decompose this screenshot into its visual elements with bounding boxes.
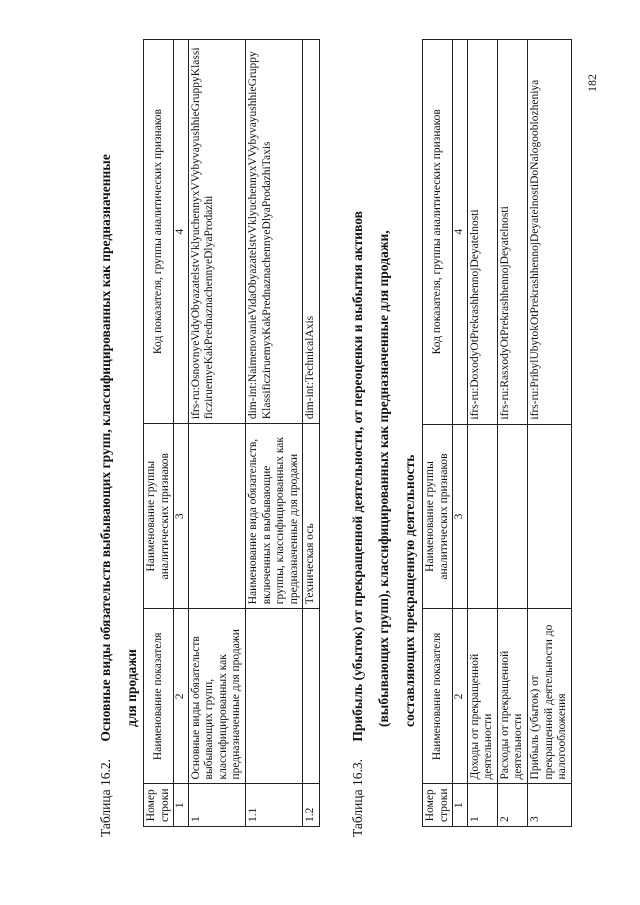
row-number: 1 bbox=[467, 784, 497, 827]
row-number: 1.2 bbox=[303, 784, 320, 827]
table2-title-line2: (выбывающих групп), классифицированных как предназначенные для продажи, bbox=[376, 230, 391, 727]
table1-label: Таблица 16.2. bbox=[98, 759, 113, 837]
page-number: 182 bbox=[585, 74, 599, 92]
row-indicator-name: Прибыль (убыток) от прекращенной деятельности до налогообложения bbox=[527, 609, 571, 784]
row-number: 1 bbox=[188, 784, 245, 827]
table-column-numbers-row bbox=[453, 40, 468, 827]
row-group-name bbox=[527, 424, 571, 609]
header-code: Код показателя, группы аналитических признаков bbox=[423, 40, 453, 425]
table-row bbox=[303, 40, 320, 827]
table2-label: Таблица 16.3. bbox=[350, 759, 365, 837]
header-row-number: Номер строки bbox=[423, 784, 453, 827]
row-group-name bbox=[467, 424, 497, 609]
header-indicator-name: Наименование показателя bbox=[144, 609, 174, 784]
table1-title-line2: для продажи bbox=[124, 649, 139, 727]
row-group-name: Наименование вида обязательств, включенных в выбывающие группы, классифицированных как предназначенные для продажи bbox=[245, 424, 302, 609]
table1 bbox=[143, 39, 320, 827]
header-group-name: Наименование группы аналитических признаков bbox=[423, 424, 453, 609]
row-indicator-name bbox=[303, 609, 320, 784]
table1-title-line1: Основные виды обязательств выбывающих групп, классифицированных как предназначенные bbox=[98, 154, 113, 742]
column-number: 3 bbox=[453, 424, 468, 609]
table-row bbox=[245, 40, 302, 827]
column-number: 1 bbox=[453, 784, 468, 827]
row-number: 1.1 bbox=[245, 784, 302, 827]
table-row bbox=[497, 40, 527, 827]
row-code: ifrs-ru:PribylUbytokOtPrekrashhennojDeyatelnostiDoNalogooblozheniya bbox=[527, 40, 571, 425]
column-number: 2 bbox=[174, 609, 189, 784]
row-code: dim-int:NaimenovanieVidaObyazatelstvVklyuchennyxVVybyvayushhieGruppyKlassificziruemyxKakPrednaznachennyeDlyaProdazhiTaxis bbox=[245, 40, 302, 424]
column-number: 1 bbox=[174, 784, 189, 827]
table-header-row bbox=[144, 40, 174, 827]
row-code: ifrs-ru:RasxodyOtPrekrashhennojDeyatelnosti bbox=[497, 40, 527, 425]
row-indicator-name: Расходы от прекращенной деятельности bbox=[497, 609, 527, 784]
table2 bbox=[422, 39, 572, 827]
column-number: 3 bbox=[174, 424, 189, 609]
table-row bbox=[527, 40, 571, 827]
header-indicator-name: Наименование показателя bbox=[423, 609, 453, 784]
row-indicator-name: Основные виды обязательств выбывающих групп, классифицированных как предназначенные для продажи bbox=[188, 609, 245, 784]
table-row bbox=[188, 40, 245, 827]
row-code: ifrs-ru:DoxodyOtPrekrashhennojDeyatelnosti bbox=[467, 40, 497, 425]
row-indicator-name bbox=[245, 609, 302, 784]
row-code: ifrs-ru:OsnovnyeVidyObyazatelstvVklyuchennyxVVybyvayushhieGruppyKlassificziruemyeKakPrednaznachennyeDlyaProdazhi bbox=[188, 40, 245, 424]
table1-caption bbox=[98, 154, 114, 837]
row-group-name: Техническая ось bbox=[303, 424, 320, 609]
row-group-name bbox=[188, 424, 245, 609]
table-column-numbers-row bbox=[174, 40, 189, 827]
row-number: 2 bbox=[497, 784, 527, 827]
header-group-name: Наименование группы аналитических признаков bbox=[144, 424, 174, 609]
row-indicator-name: Доходы от прекращенной деятельности bbox=[467, 609, 497, 784]
header-row-number: Номер строки bbox=[144, 784, 174, 827]
row-group-name bbox=[497, 424, 527, 609]
table-header-row bbox=[423, 40, 453, 827]
table2-title-line3: составляющих прекращенную деятельность bbox=[402, 454, 417, 727]
column-number: 4 bbox=[174, 40, 189, 424]
table-row bbox=[467, 40, 497, 827]
column-number: 4 bbox=[453, 40, 468, 425]
table2-caption bbox=[350, 211, 366, 837]
row-code: dim-int:TechnicalAxis bbox=[303, 40, 320, 424]
header-code: Код показателя, группы аналитических признаков bbox=[144, 40, 174, 424]
table2-title-line1: Прибыль (убыток) от прекращенной деятельности, от переоценки и выбытия активов bbox=[350, 211, 365, 742]
row-number: 3 bbox=[527, 784, 571, 827]
column-number: 2 bbox=[453, 609, 468, 784]
